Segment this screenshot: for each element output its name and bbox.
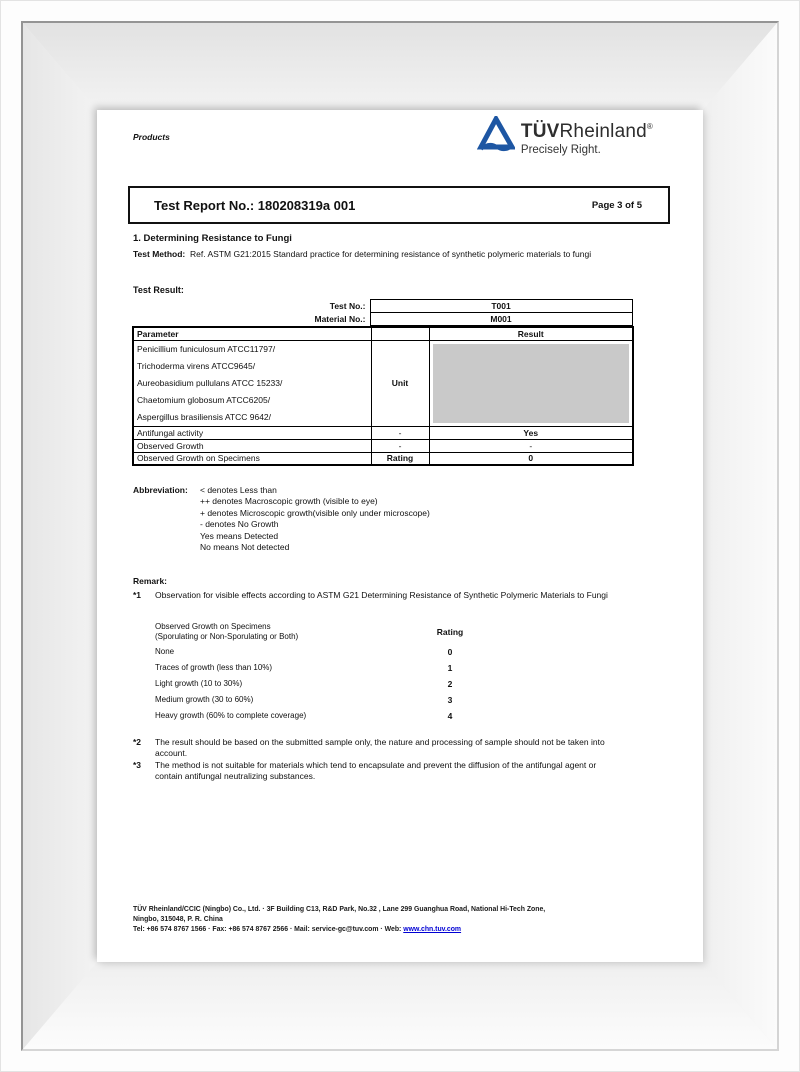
abbreviation-line: Yes means Detected	[200, 530, 279, 541]
species-line: Penicillium funiculosum ATCC11797/	[137, 343, 276, 354]
result-redacted-cell	[429, 340, 633, 426]
remark-item-3	[133, 760, 603, 782]
footer-line-1: TÜV Rheinland/CCIC (Ningbo) Co., Ltd. · 3F Building C13, R&D Park, No.32 , Lane 299 Guanghua Road, National Hi-Tech Zone,	[133, 906, 546, 913]
species-line: Aureobasidium pullulans ATCC 15233/	[137, 377, 283, 388]
section-title: 1. Determining Resistance to Fungi	[133, 233, 292, 244]
abbreviation-line: No means Not detected	[200, 542, 290, 553]
abbreviation-line: + denotes Microscopic growth(visible only under microscope)	[200, 507, 430, 518]
test-no-label: Test No.:	[329, 301, 366, 311]
registered-mark: ®	[646, 122, 653, 131]
row-unit: -	[371, 439, 429, 452]
footer-line-2: Ningbo, 315048, P. R. China	[133, 916, 223, 923]
abbreviation-block	[133, 485, 430, 553]
row-unit: -	[371, 426, 429, 439]
unit-cell: Unit	[371, 340, 429, 426]
rating-table-header-rating: Rating	[436, 626, 464, 637]
brand-tagline: Precisely Right.	[520, 144, 601, 156]
test-method-label: Test Method:	[133, 249, 186, 259]
remark-marker: *2	[133, 737, 142, 747]
footer-contact-text: Tel: +86 574 8767 1566 · Fax: +86 574 8767 2566 · Mail: service-gc@tuv.com · Web:	[133, 926, 402, 933]
species-line: Trichoderma virens ATCC9645/	[137, 360, 256, 371]
rating-row-value: 1	[447, 663, 453, 673]
footer-web-link[interactable]: www.chn.tuv.com	[403, 926, 462, 933]
rating-header-line1: Observed Growth on Specimens	[155, 622, 271, 631]
rating-row-label: Traces of growth (less than 10%)	[155, 663, 273, 673]
test-method-block	[133, 249, 620, 260]
material-no-value: M001	[370, 313, 632, 326]
report-number-bar	[128, 186, 670, 224]
rating-table-header-desc	[155, 622, 407, 641]
remark-marker: *3	[133, 760, 142, 770]
unit-header-empty	[371, 327, 429, 340]
tuv-logo	[477, 116, 653, 158]
abbreviation-lines	[200, 485, 430, 553]
result-header: Result	[429, 327, 633, 340]
result-table-block	[132, 299, 632, 466]
rating-row-value: 0	[447, 647, 453, 657]
report-number-title: Test Report No.: 180208319a 001	[154, 197, 356, 213]
test-result-label: Test Result:	[133, 285, 184, 295]
row-result: -	[429, 439, 633, 452]
rating-row-label: Heavy growth (60% to complete coverage)	[155, 711, 307, 721]
table-row	[133, 452, 633, 465]
page-indicator: Page 3 of 5	[591, 199, 642, 211]
remark-label: Remark:	[133, 576, 168, 586]
abbreviation-line: ++ denotes Macroscopic growth (visible to eye)	[200, 496, 378, 507]
products-label: Products	[133, 132, 170, 142]
footer-line-3	[133, 925, 673, 935]
footer-address-block	[133, 905, 673, 935]
rating-row-label: Light growth (10 to 30%)	[155, 679, 243, 689]
rating-row-label: None	[155, 647, 175, 657]
remark-item-2	[133, 737, 613, 759]
species-list	[133, 340, 371, 426]
table-row-species	[133, 340, 633, 426]
row-parameter: Observed Growth	[133, 439, 371, 452]
table-row	[133, 439, 633, 452]
row-result: 0	[429, 452, 633, 465]
remark-marker: *1	[133, 590, 142, 600]
row-unit: Rating	[371, 452, 429, 465]
brand-rheinland: Rheinland	[559, 121, 647, 142]
frame-molding-left	[23, 23, 98, 1049]
table-header-row	[133, 327, 633, 340]
test-method-text: Ref. ASTM G21:2015 Standard practice for determining resistance of synthetic polymeric materials to fungi	[190, 249, 592, 259]
table-row	[132, 313, 632, 326]
redacted-gray-box	[433, 344, 630, 423]
species-line: Aspergillus brasiliensis ATCC 9642/	[137, 411, 272, 422]
brand-name	[521, 116, 653, 143]
abbreviation-label: Abbreviation:	[133, 485, 188, 495]
rating-row-value: 2	[447, 679, 453, 689]
table-row	[133, 426, 633, 439]
frame-molding-bottom	[23, 961, 777, 1049]
species-line: Chaetomium globosum ATCC6205/	[137, 394, 271, 405]
rating-scale-table	[155, 622, 493, 721]
sample-id-table	[132, 299, 633, 326]
row-result: Yes	[429, 426, 633, 439]
row-parameter: Antifungal activity	[133, 426, 371, 439]
result-table	[132, 326, 634, 466]
material-no-label: Material No.:	[314, 314, 366, 324]
remark-text: The result should be based on the submitted sample only, the nature and processing of sample should not be taken into account.	[155, 737, 605, 758]
abbreviation-line: < denotes Less than	[200, 485, 277, 495]
frame-molding-top	[23, 23, 777, 111]
brand-tuv: TÜV	[520, 121, 560, 142]
parameter-header: Parameter	[133, 327, 371, 340]
rating-row-label: Medium growth (30 to 60%)	[155, 695, 254, 705]
table-row	[132, 300, 632, 313]
rating-row-value: 3	[447, 695, 453, 705]
abbreviation-line: - denotes No Growth	[200, 519, 279, 530]
test-no-value: T001	[370, 300, 632, 313]
frame-molding-right	[702, 23, 777, 1049]
tuv-triangle-icon	[477, 116, 515, 158]
row-parameter: Observed Growth on Specimens	[133, 452, 371, 465]
rating-row-value: 4	[447, 711, 453, 721]
remark-text: Observation for visible effects according to ASTM G21 Determining Resistance of Synthetic Polymeric Materials to Fungi	[155, 590, 608, 600]
remark-item-1	[133, 590, 625, 601]
report-page	[97, 110, 703, 962]
remark-text: The method is not suitable for materials which tend to encapsulate and prevent the diffusion of the antifungal agent or contain antifungal neutralizing substances.	[155, 760, 597, 781]
rating-header-line2: (Sporulating or Non-Sporulating or Both)	[155, 631, 299, 641]
